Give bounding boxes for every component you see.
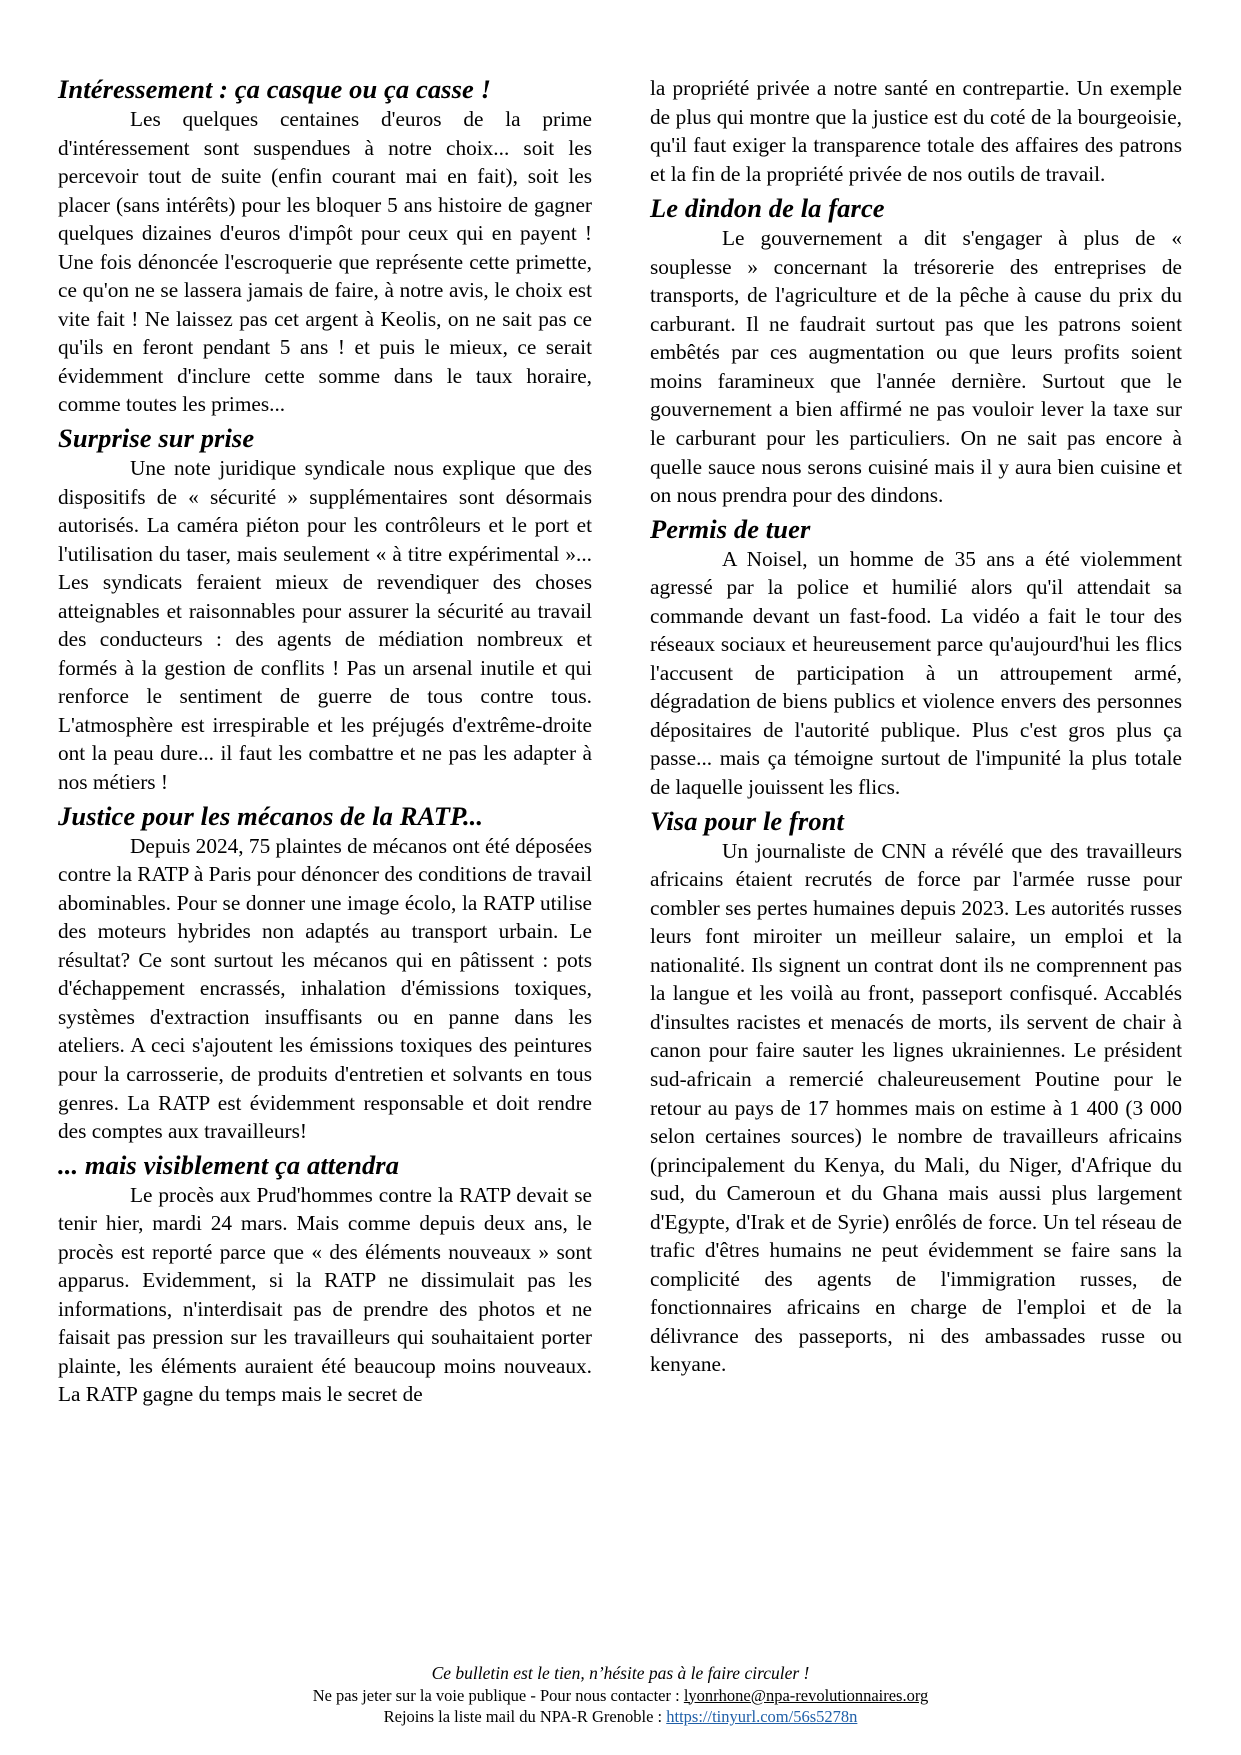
- article-title: Permis de tuer: [650, 513, 811, 544]
- contact-prefix: Ne pas jeter sur la voie publique - Pour nous contacter :: [312, 1685, 684, 1705]
- contact-email-link[interactable]: lyonrhone@npa-revolutionnaires.org: [683, 1685, 929, 1705]
- article-body: Le procès aux Prud'hommes contre la RATP devait se tenir hier, mardi 24 mars. Mais comme depuis deux ans, le procès est reporté parce que « des éléments nouveaux » sont apparus. Evidemment, si la RATP ne dissimulait pas les informations, n'interdisait pas de prendre des photos et ne faisait pas pression sur les travailleurs qui souhaitaient porter plainte, les éléments auraient été beaucoup moins nouveaux. La RATP gagne du temps mais le secret de: [58, 1182, 592, 1407]
- article-title: Le dindon de la farce: [650, 193, 885, 224]
- article-body: A Noisel, un homme de 35 ans a été violemment agressé par la police et humilié alors qu'il attendait sa commande devant un fast-food. La vidéo a fait le tour des réseaux sociaux et heureusement parce qu'aujourd'hui les flics l'accusent de participation à un attroupement armé, dégradation de biens publics et violence envers des personnes dépositaires de l'autorité publique. Plus c'est gros plus ça passe... mais ça témoigne surtout de l'impunité la plus totale de laquelle jouissent les flics.: [650, 546, 1182, 800]
- article-title: ... mais visiblement ça attendra: [58, 1149, 400, 1180]
- article-body: Depuis 2024, 75 plaintes de mécanos ont été déposées contre la RATP à Paris pour dénoncer des conditions de travail abominables. Pour se donner une image écolo, la RATP utilise des moteurs hybrides non adaptés au transport urbain. Le résultat? Ce sont surtout les mécanos qui en pâtissent : pots d'échappement encrassés, inhalation d'émissions toxiques, systèmes d'extraction insuffisants ou en panne dans les ateliers. A ceci s'ajoutent les émissions toxiques des peintures pour la carrosserie, de produits d'entretien et solvants en tous genres. La RATP est évidemment responsable et doit rendre des comptes aux travailleurs!: [58, 833, 592, 1144]
- mailing-prefix: Rejoins la liste mail du NPA-R Grenoble :: [383, 1707, 667, 1726]
- article-title: Visa pour le front: [650, 805, 844, 836]
- article-dindon-de-la-farce: [650, 193, 1182, 509]
- article-visa-pour-le-front: [650, 806, 1182, 1379]
- footer: [0, 1663, 1241, 1728]
- left-column: [58, 74, 592, 1413]
- footer-mailing-line: [0, 1706, 1241, 1728]
- article-body: Les quelques centaines d'euros de la prime d'intéressement sont suspendues à notre choix... soit les percevoir tout de suite (enfin courant mai en fait), soit les placer (sans intérêts) pour les bloquer 5 ans histoire de gagner quelques dizaines d'euros d'impôt pour ceux qui en payent ! Une fois dénoncée l'escroquerie que représente cette primette, ce qu'on ne se lassera jamais de faire, à notre avis, le choix est vite fait ! Ne laissez pas cet argent à Keolis, on ne sait pas ce qu'ils en feront pendant 5 ans ! et puis le mieux, ce serait évidemment d'inclure cette somme dans le taux horaire, comme toutes les primes...: [58, 107, 592, 417]
- article-mais-visiblement: [58, 1150, 592, 1409]
- right-column: [650, 74, 1182, 1383]
- article-permis-de-tuer: [650, 514, 1182, 802]
- footer-tagline: Ce bulletin est le tien, n’hésite pas à le faire circuler !: [431, 1663, 810, 1683]
- article-surprise-sur-prise: [58, 423, 592, 797]
- footer-contact-line: [0, 1685, 1241, 1707]
- mailing-list-link[interactable]: https://tinyurl.com/56s5278n: [666, 1707, 858, 1726]
- article-title: Surprise sur prise: [58, 423, 255, 454]
- article-body: Le gouvernement a dit s'engager à plus de « souplesse » concernant la trésorerie des entreprises de transports, de l'agriculture et de la pêche à cause du prix du carburant. Il ne faudrait surtout pas que les patrons soient embêtés par ces augmentation ou que leurs profits soient moins faramineux que l'année dernière. Surtout que le gouvernement a bien affirmé ne pas vouloir lever la taxe sur le carburant pour les particuliers. On ne sait pas encore à quelle sauce nous serons cuisiné mais il y aura bien cuisine et on nous prendra pour des dindons.: [650, 226, 1182, 508]
- article-interessement: [58, 74, 592, 419]
- article-title: Intéressement : ça casque ou ça casse !: [58, 74, 492, 104]
- article-title: Justice pour les mécanos de la RATP...: [58, 800, 484, 831]
- article-body: Un journaliste de CNN a révélé que des travailleurs africains étaient recrutés de force par l'armée russe pour combler ses pertes humaines depuis 2023. Les autorités russes leurs font miroiter un meilleur salaire, un emploi et la nationalité. Ils signent un contrat dont ils ne comprennent pas la langue et les voilà au front, passeport confisqué. Accablés d'insultes racistes et menacés de morts, ils servent de chair à canon pour faire sauter les lignes ukrainiennes. Le président sud-africain a remercié chaleureusement Poutine pour le retour au pays de 17 hommes mais on estime à 1 400 (3 000 selon certaines sources) le nombre de travailleurs africains (principalement du Kenya, du Mali, du Niger, d'Afrique du sud, du Cameroun et du Ghana mais aussi plus largement d'Egypte, d'Irak et de Syrie) enrôlés de force. Un tel réseau de trafic d'êtres humains ne peut évidemment se faire sans la complicité des agents de l'immigration russes, de fonctionnaires africains en charge de l'emploi et de la délivrance des passeports, ni des ambassades russe ou kenyane.: [650, 838, 1182, 1377]
- article-justice-mecanos: [58, 801, 592, 1146]
- article-continuation: la propriété privée a notre santé en contrepartie. Un exemple de plus qui montre que la justice est du coté de la bourgeoisie, qu'il faut exiger la transparence totale des affaires des patrons et la fin de la propriété privée de nos outils de travail.: [650, 76, 1182, 186]
- article-body: Une note juridique syndicale nous explique que des dispositifs de « sécurité » supplémentaires sont désormais autorisés. La caméra piéton pour les contrôleurs et le port et l'utilisation du taser, mais seulement « à titre expérimental »... Les syndicats feraient mieux de revendiquer des choses atteignables et raisonnables pour assurer la sécurité au travail des conducteurs : des agents de médiation nombreux et formés à la gestion de conflits ! Pas un arsenal inutile et qui renforce le sentiment de guerre de tous contre tous. L'atmosphère est irrespirable et les préjugés d'extrême-droite ont la peau dure... il faut les combattre et ne pas les adapter à nos métiers !: [58, 456, 592, 795]
